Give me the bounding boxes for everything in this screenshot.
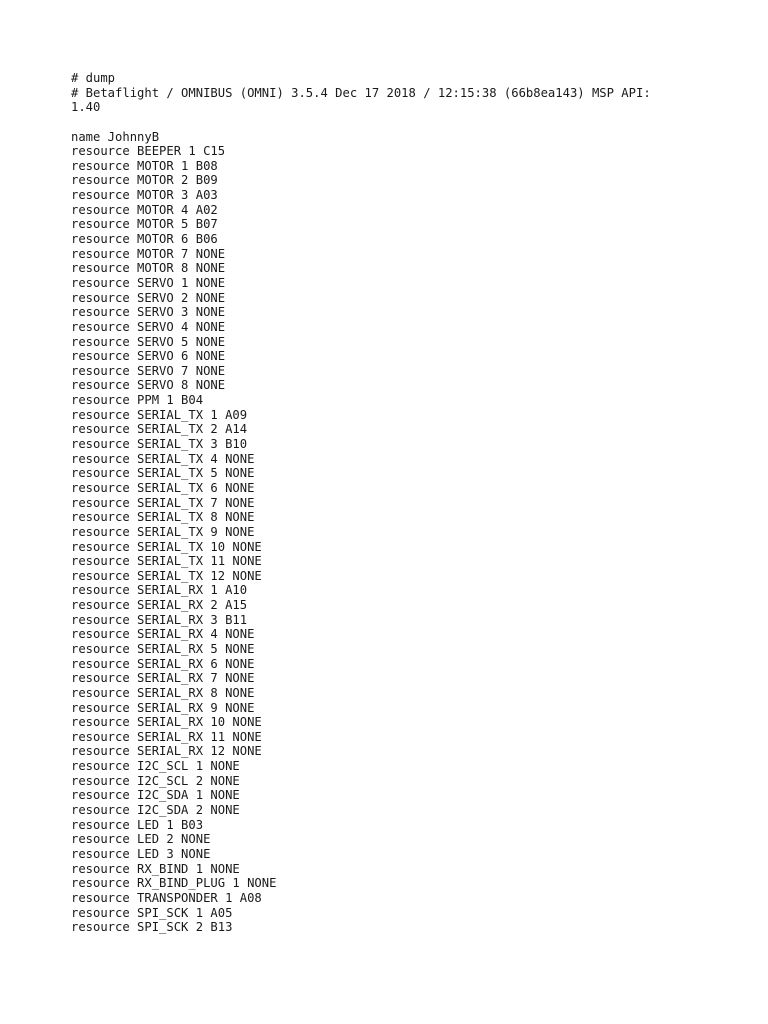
resource-line: resource SERIAL_TX 12 NONE (71, 568, 262, 583)
resource-line: resource MOTOR 8 NONE (71, 261, 226, 276)
resource-line: resource SERIAL_TX 1 A09 (71, 407, 248, 422)
resource-line: resource SERIAL_TX 6 NONE (71, 480, 255, 495)
resource-line: resource MOTOR 6 B06 (71, 232, 218, 247)
resource-line: resource SPI_SCK 1 A05 (71, 905, 233, 920)
resource-line: resource MOTOR 4 A02 (71, 202, 218, 217)
comment-line: # dump (71, 71, 116, 85)
resource-line: resource I2C_SCL 2 NONE (71, 773, 240, 788)
resource-line: resource SERVO 2 NONE (71, 290, 226, 305)
resource-line: resource SERVO 7 NONE (71, 363, 226, 378)
resource-line: resource PPM 1 B04 (71, 393, 204, 408)
resource-line: resource LED 1 B03 (71, 817, 204, 832)
resource-line: resource I2C_SDA 2 NONE (71, 803, 240, 818)
resource-line: resource SERIAL_RX 1 A10 (71, 583, 248, 598)
resource-line: resource SERIAL_TX 3 B10 (71, 437, 248, 452)
resource-line: resource SERIAL_RX 6 NONE (71, 656, 255, 671)
resource-line: resource SERIAL_RX 5 NONE (71, 641, 255, 656)
resource-line: resource SERVO 4 NONE (71, 319, 226, 334)
resource-line: resource SERIAL_TX 2 A14 (71, 422, 248, 437)
resource-line: resource LED 3 NONE (71, 846, 211, 861)
resource-line: resource SERVO 8 NONE (71, 378, 226, 393)
resource-line: resource SERIAL_RX 9 NONE (71, 700, 255, 715)
resource-line: resource SERIAL_RX 2 A15 (71, 598, 248, 613)
resource-line: resource SERIAL_RX 12 NONE (71, 744, 262, 759)
resource-line: resource SERIAL_RX 11 NONE (71, 729, 262, 744)
resource-line: resource MOTOR 3 A03 (71, 188, 218, 203)
resource-line: resource BEEPER 1 C15 (71, 144, 226, 159)
resource-line: resource SERVO 5 NONE (71, 334, 226, 349)
cli-dump-text (71, 71, 691, 935)
resource-line: resource MOTOR 5 B07 (71, 217, 218, 232)
blank-line (71, 115, 691, 130)
resource-line: resource LED 2 NONE (71, 832, 211, 847)
resource-line: resource SERIAL_TX 7 NONE (71, 495, 255, 510)
resource-line: resource SERIAL_TX 5 NONE (71, 466, 255, 481)
resource-line: resource SERIAL_TX 4 NONE (71, 451, 255, 466)
dump-line: 1.40 (71, 100, 101, 115)
resource-line: resource MOTOR 2 B09 (71, 173, 218, 188)
resource-line: resource SERIAL_TX 8 NONE (71, 510, 255, 525)
resource-line: resource SERIAL_TX 10 NONE (71, 539, 262, 554)
comment-line: # Betaflight / OMNIBUS (OMNI) 3.5.4 Dec 17 2018 / 12:15:38 (66b8ea143) MSP API: (71, 85, 651, 100)
resource-line: resource SERIAL_RX 8 NONE (71, 685, 255, 700)
resource-line: resource SERIAL_RX 10 NONE (71, 715, 262, 730)
resource-line: resource SERVO 1 NONE (71, 275, 226, 290)
resource-line: resource I2C_SDA 1 NONE (71, 788, 240, 803)
resource-line: resource SERIAL_RX 4 NONE (71, 627, 255, 642)
resource-line: resource SERIAL_RX 3 B11 (71, 612, 248, 627)
resource-line: resource RX_BIND_PLUG 1 NONE (71, 876, 277, 891)
resource-line: resource SERIAL_RX 7 NONE (71, 671, 255, 686)
resource-line: resource MOTOR 7 NONE (71, 246, 226, 261)
resource-line: resource SPI_SCK 2 B13 (71, 920, 233, 935)
resource-line: resource SERVO 6 NONE (71, 349, 226, 364)
resource-line: resource SERIAL_TX 9 NONE (71, 524, 255, 539)
resource-line: resource I2C_SCL 1 NONE (71, 759, 240, 774)
resource-line: resource TRANSPONDER 1 A08 (71, 890, 262, 905)
resource-line: resource SERIAL_TX 11 NONE (71, 554, 262, 569)
name-line: name JohnnyB (71, 129, 160, 144)
resource-line: resource RX_BIND 1 NONE (71, 861, 240, 876)
resource-line: resource MOTOR 1 B08 (71, 158, 218, 173)
resource-line: resource SERVO 3 NONE (71, 305, 226, 320)
